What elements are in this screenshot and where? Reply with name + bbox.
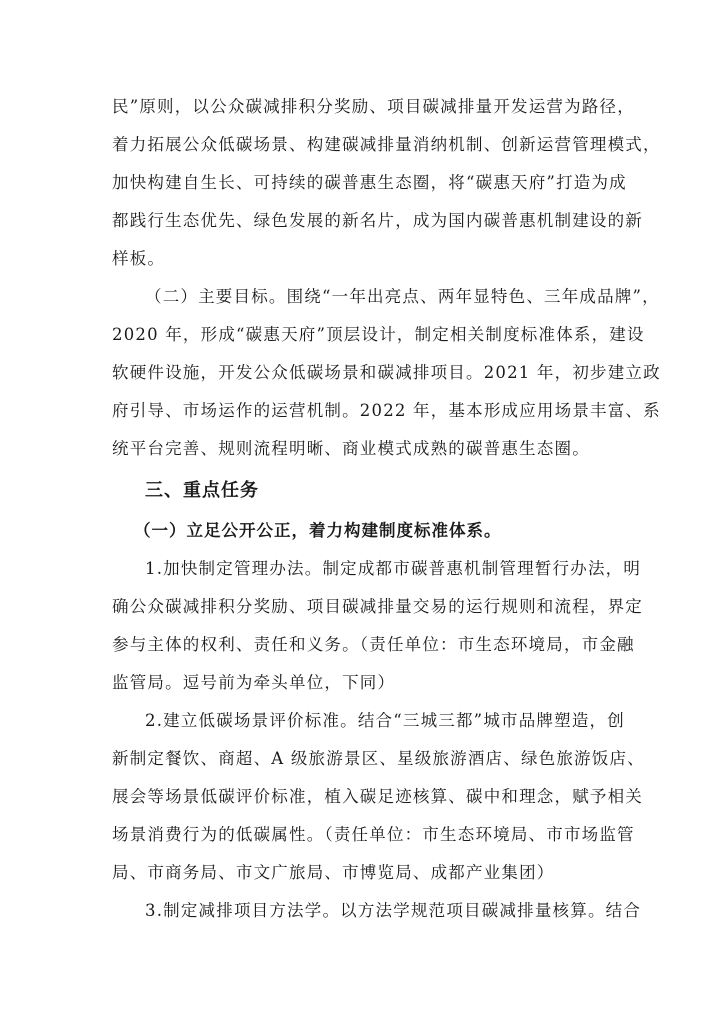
text-line: 1.加快制定管理办法。制定成都市碳普惠机制管理暂行办法，明	[145, 559, 642, 578]
text-line: 府引导、市场运作的运营机制。2022 年，基本形成应用场景丰富、系	[112, 401, 661, 420]
section-heading: 三、重点任务	[145, 480, 259, 501]
paragraph-item-2	[112, 702, 645, 892]
text-line: 着力拓展公众低碳场景、构建碳减排量消纳机制、创新运营管理模式，	[112, 135, 661, 154]
text-line: 2020 年，形成“碳惠天府”顶层设计，制定相关制度标准体系，建设	[112, 325, 645, 344]
text-line: 都践行生态优先、绿色发展的新名片，成为国内碳普惠机制建设的新	[112, 211, 643, 230]
text-line: 2.建立低碳场景评价标准。结合“三城三都”城市品牌塑造，创	[145, 711, 625, 730]
text-line: 3.制定减排项目方法学。以方法学规范项目碳减排量核算。结合	[145, 901, 642, 920]
text-line: 确公众碳减排积分奖励、项目碳减排量交易的运行规则和流程，界定	[112, 597, 643, 616]
text-line: 参与主体的权利、责任和义务。（责任单位：市生态环境局，市金融	[112, 635, 635, 654]
paragraph-main-goals	[112, 278, 661, 468]
paragraph-item-3	[112, 892, 642, 930]
text-line: （二）主要目标。围绕“一年出亮点、两年显特色、三年成品牌”，	[145, 287, 660, 306]
text-line: 监管局。逗号前为牵头单位，下同）	[112, 673, 396, 692]
text-line: 软硬件设施，开发公众低碳场景和碳减排项目。2021 年，初步建立政	[112, 363, 661, 382]
paragraph-principle	[112, 88, 661, 278]
text-line: 民”原则，以公众碳减排积分奖励、项目碳减排量开发运营为路径，	[112, 97, 635, 116]
text-line: 加快构建自生长、可持续的碳普惠生态圈，将“碳惠天府”打造为成	[112, 173, 627, 192]
text-line: 新制定餐饮、商超、A 级旅游景区、星级旅游酒店、绿色旅游饭店、	[112, 749, 645, 768]
paragraph-item-1	[112, 550, 643, 702]
text-line: 局、市商务局、市文广旅局、市博览局、成都产业集团）	[112, 863, 555, 882]
document-page	[112, 88, 661, 930]
text-line: 场景消费行为的低碳属性。（责任单位：市生态环境局、市市场监管	[112, 825, 635, 844]
text-line: 展会等场景低碳评价标准，植入碳足迹核算、碳中和理念，赋予相关	[112, 787, 643, 806]
text-line: 样板。	[112, 249, 166, 268]
sub-heading: （一）立足公开公正，着力构建制度标准体系。	[134, 521, 502, 540]
text-line: 统平台完善、规则流程明晰、商业模式成熟的碳普惠生态圈。	[112, 439, 590, 458]
